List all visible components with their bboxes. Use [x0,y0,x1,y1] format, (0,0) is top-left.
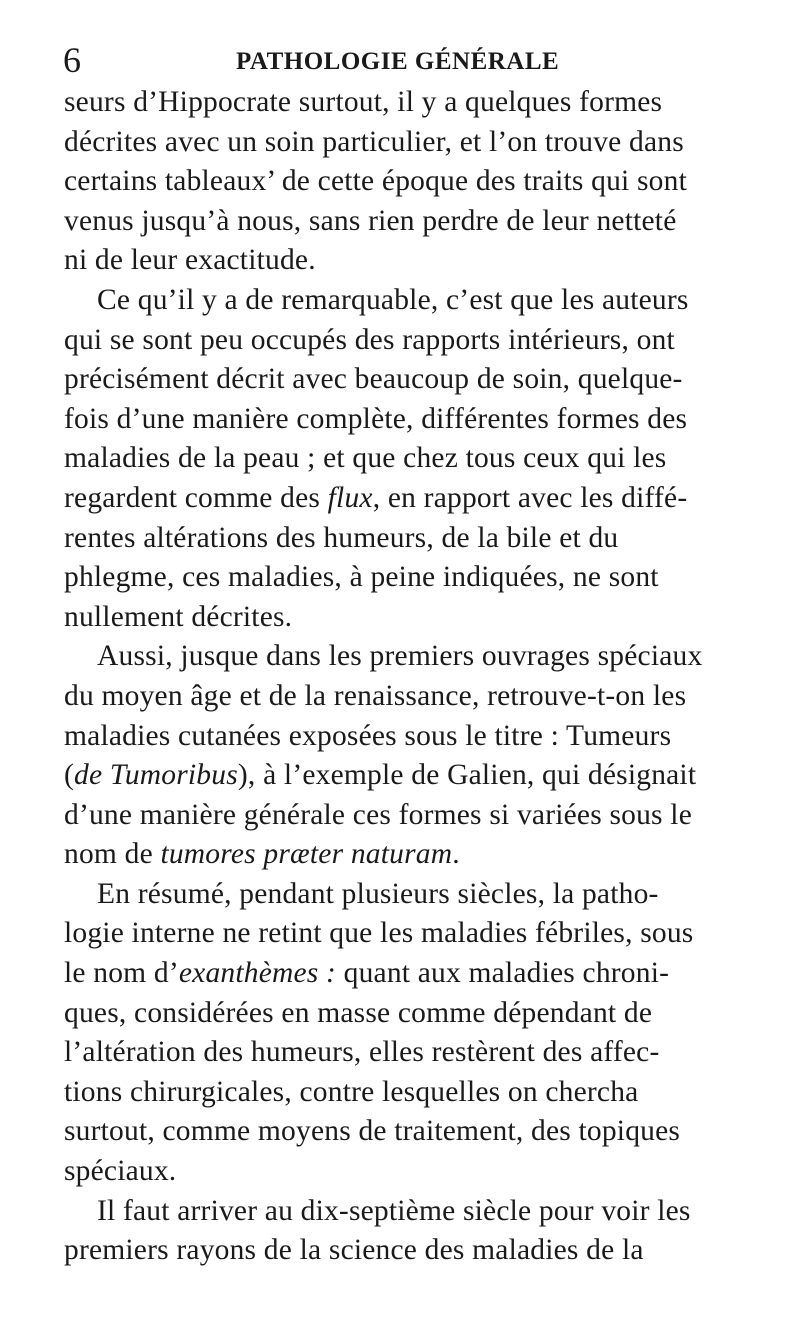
italic-phrase: tumores præter naturam [160,838,453,871]
italic-phrase: exanthèmes : [178,957,337,990]
text-segment: maladies cutanées exposées sous le titre : Tumeurs [64,719,672,752]
text-line [64,360,744,400]
text-line [64,479,744,519]
text-segment: le nom d’ [64,957,179,990]
text-line [64,1073,744,1113]
text-line [64,83,744,123]
text-segment: En résumé, pendant plusieurs siècles, la patho- [97,877,659,910]
text-segment: ( [64,759,75,792]
text-segment: , en rapport avec les diffé- [372,481,688,514]
text-line [64,202,744,242]
text-segment: précisément décrit avec beaucoup de soin, quelque- [64,363,683,396]
text-segment: qui se sont peu occupés des rapports intérieurs, ont [64,323,675,356]
text-line [64,1231,744,1271]
text-line [64,439,744,479]
text-line [64,1112,744,1152]
text-line [64,1152,744,1192]
text-line [64,123,744,163]
text-segment: ni de leur exactitude. [64,244,316,277]
text-line [64,1192,744,1232]
text-line [64,321,744,361]
text-line [64,637,744,677]
text-segment: surtout, comme moyens de traitement, des topiques [64,1115,681,1148]
text-segment: spéciaux. [64,1155,177,1188]
text-segment: tions chirurgicales, contre lesquelles on chercha [64,1075,639,1108]
text-segment: Il faut arriver au dix-septième siècle pour voir les [97,1194,691,1227]
text-segment: décrites avec un soin particulier, et l’on trouve dans [64,125,684,158]
text-segment: . [452,838,460,871]
text-segment: quant aux maladies chroni- [336,957,670,990]
text-line [64,994,744,1034]
text-line [64,717,744,757]
text-line [64,677,744,717]
text-segment: Ce qu’il y a de remarquable, c’est que les auteurs [97,283,689,316]
running-title: PATHOLOGIE GÉNÉRALE [236,48,560,75]
text-line [64,241,744,281]
italic-phrase: flux [327,481,373,514]
text-segment: Aussi, jusque dans les premiers ouvrages spéciaux [97,640,703,673]
text-segment: nullement décrites. [64,600,293,633]
text-segment: nom de [64,838,161,871]
text-line [64,162,744,202]
text-line [64,835,744,875]
text-segment: ), à l’exemple de Galien, qui désignait [237,759,697,792]
text-line [64,558,744,598]
text-segment: d’une manière générale ces formes si variées sous le [64,798,692,831]
text-line [64,281,744,321]
text-segment: logie interne ne retint que les maladies fébriles, sous [64,917,694,950]
text-segment: phlegme, ces maladies, à peine indiquées, ne sont [64,561,659,594]
text-line [64,756,744,796]
text-segment: venus jusqu’à nous, sans rien perdre de leur netteté [64,204,677,237]
text-segment: fois d’une manière complète, différentes formes des [64,402,688,435]
text-line [64,400,744,440]
text-line [64,1033,744,1073]
text-line [64,875,744,915]
italic-phrase: de Tumoribus [74,759,238,792]
text-line [64,914,744,954]
text-line [64,598,744,638]
text-segment: l’altération des humeurs, elles restèrent des affec- [64,1036,660,1069]
text-line [64,519,744,559]
text-segment: seurs d’Hippocrate surtout, il y a quelques formes [64,86,663,118]
text-segment: regardent comme des [64,481,328,514]
body-text [64,83,744,1271]
text-line [64,796,744,836]
text-segment: rentes altérations des humeurs, de la bile et du [64,521,619,554]
text-segment: maladies de la peau ; et que chez tous ceux qui les [64,442,667,475]
text-segment: certains tableaux’ de cette époque des traits qui sont [64,165,687,198]
text-segment: premiers rayons de la science des maladies de la [64,1234,644,1267]
page-number: 6 [63,40,81,80]
text-line [64,954,744,994]
text-segment: ques, considérées en masse comme dépendant de [64,996,653,1029]
text-segment: du moyen âge et de la renaissance, retrouve-t-on les [64,679,687,712]
